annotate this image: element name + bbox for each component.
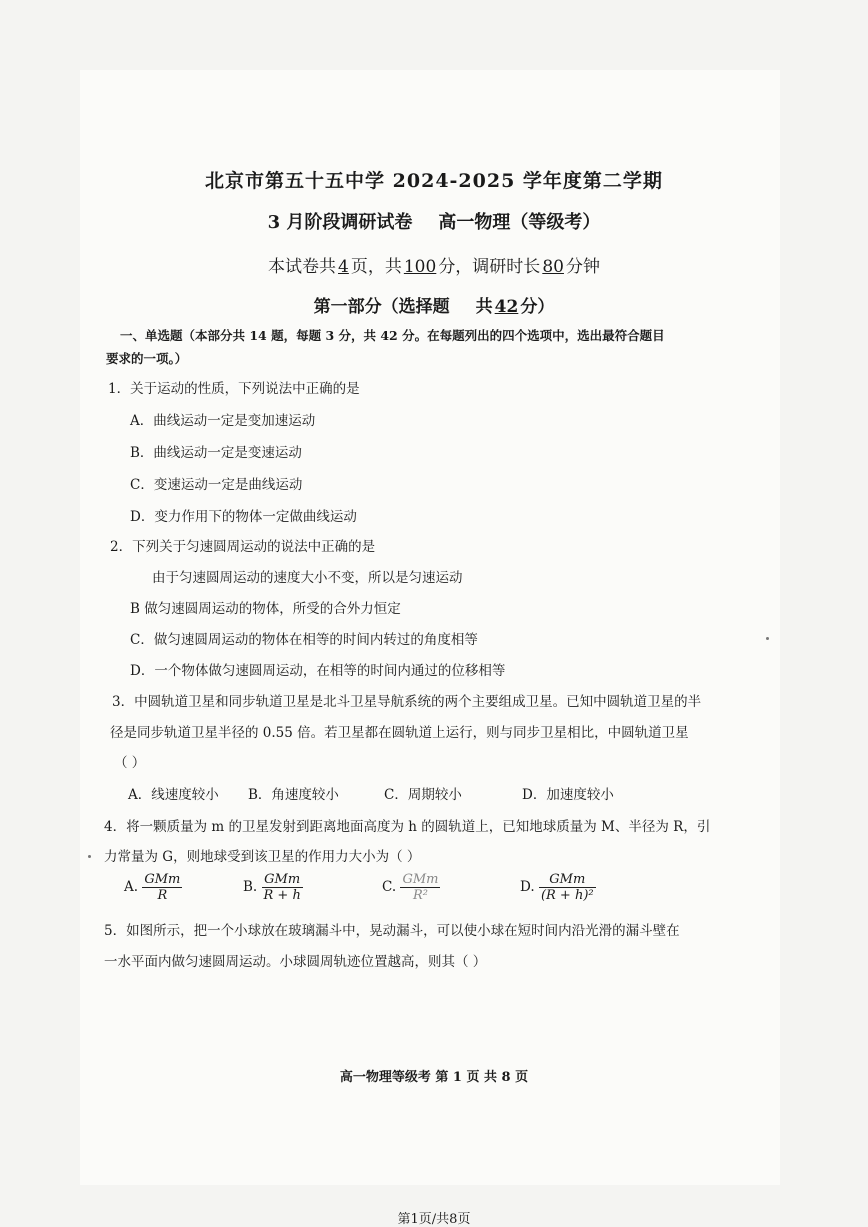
question-4-option-d-fraction <box>539 872 596 903</box>
question-1-option-b: B．曲线运动一定是变速运动 <box>130 445 302 461</box>
question-4-option-b-fraction <box>262 872 303 903</box>
question-1-option-d: D．变力作用下的物体一定做曲线运动 <box>130 509 357 525</box>
question-4-option-a-fraction <box>142 872 182 903</box>
fraction-denominator: R + h <box>263 888 301 903</box>
info-text-d: 分钟 <box>565 257 600 277</box>
question-2-stem: 2．下列关于匀速圆周运动的说法中正确的是 <box>110 539 376 555</box>
question-3-stem-line1: 3．中圆轨道卫星和同步轨道卫星是北斗卫星导航系统的两个主要组成卫星。已知中圆轨道卫星的半 <box>112 694 702 710</box>
question-4-option-a <box>124 872 182 903</box>
question-4-stem-line2: 力常量为 G，则地球受到该卫星的作用力大小为（ ） <box>104 849 421 865</box>
part-text-c: 分） <box>520 297 555 317</box>
info-text-a: 本试卷共 <box>268 257 337 277</box>
fraction-denominator: (R + h)² <box>540 888 594 903</box>
question-3-option-c: C．周期较小 <box>384 787 462 803</box>
exam-title-left: 3 月阶段调研试卷 <box>267 212 413 233</box>
part-text-a: 第一部分（选择题 <box>313 297 450 317</box>
part-title <box>0 292 868 317</box>
section-heading-line1: 一、单选题（本部分共 14 题，每题 3 分，共 42 分。在每题列出的四个选项中，选出最符合题目 <box>120 328 665 343</box>
fraction-denominator: R <box>157 888 168 903</box>
school-title: 北京市第五十五中学 2024-2025 学年度第二学期 <box>205 170 663 192</box>
exam-info <box>0 252 868 277</box>
section-heading-line2: 要求的一项。） <box>106 351 188 366</box>
question-2-option-c: C．做匀速圆周运动的物体在相等的时间内转过的角度相等 <box>130 632 478 648</box>
info-pages: 4 <box>338 257 349 277</box>
question-1-option-c: C．变速运动一定是曲线运动 <box>130 477 303 493</box>
question-5-stem-line1: 5．如图所示，把一个小球放在玻璃漏斗中，晃动漏斗，可以使小球在短时间内沿光滑的漏斗壁在 <box>104 923 680 939</box>
fraction-numerator: GMm <box>539 872 596 888</box>
question-3-option-b: B．角速度较小 <box>248 787 339 803</box>
question-4-option-a-label: A. <box>124 879 139 895</box>
exam-title-right: 高一物理（等级考） <box>438 212 601 233</box>
question-4-option-c-fraction <box>400 872 440 903</box>
scan-speck <box>88 855 91 858</box>
part-score: 42 <box>494 297 519 317</box>
question-3-option-a: A．线速度较小 <box>128 787 219 803</box>
fraction-numerator: GMm <box>262 872 303 888</box>
question-1-option-a: A．曲线运动一定是变加速运动 <box>130 413 316 429</box>
question-4-option-c <box>382 872 440 903</box>
question-2-option-d: D．一个物体做匀速圆周运动，在相等的时间内通过的位移相等 <box>130 663 506 679</box>
question-4-option-d-label: D. <box>520 879 535 895</box>
page-footer: 高一物理等级考 第 1 页 共 8 页 <box>339 1070 529 1085</box>
question-2-option-b: B 做匀速圆周运动的物体，所受的合外力恒定 <box>130 601 401 617</box>
question-4-stem-line1: 4．将一颗质量为 m 的卫星发射到距离地面高度为 h 的圆轨道上，已知地球质量为 M、半径为 R，引 <box>104 819 711 835</box>
question-4-option-b-label: B. <box>243 879 258 895</box>
info-text-b: 页，共 <box>350 257 402 277</box>
info-text-c: 分，调研时长 <box>438 257 541 277</box>
fraction-numerator: GMm <box>402 872 439 887</box>
question-1-stem: 1．关于运动的性质，下列说法中正确的是 <box>108 381 360 397</box>
exam-title <box>0 208 868 234</box>
question-4-option-b <box>243 872 303 903</box>
question-5-stem-line2: 一水平面内做匀速圆周运动。小球圆周轨迹位置越高，则其（ ） <box>104 954 487 970</box>
page-indicator: 第1页/共8页 <box>397 1212 471 1227</box>
question-3-option-d: D．加速度较小 <box>522 787 614 803</box>
fraction-numerator: GMm <box>144 872 181 887</box>
question-4-option-d <box>520 872 596 903</box>
question-4-option-c-label: C. <box>382 879 397 895</box>
question-2-option-a: 由于匀速圆周运动的速度大小不变，所以是匀速运动 <box>152 570 463 586</box>
fraction-denominator: R² <box>412 888 428 903</box>
part-text-b: 共 <box>475 297 493 317</box>
question-3-stem-line2: 径是同步轨道卫星半径的 0.55 倍。若卫星都在圆轨道上运行，则与同步卫星相比，中圆轨道卫星 <box>110 725 689 741</box>
info-score: 100 <box>403 257 437 277</box>
question-3-stem-line3: （ ） <box>114 755 146 771</box>
info-time: 80 <box>542 257 564 277</box>
scan-speck <box>766 637 769 640</box>
